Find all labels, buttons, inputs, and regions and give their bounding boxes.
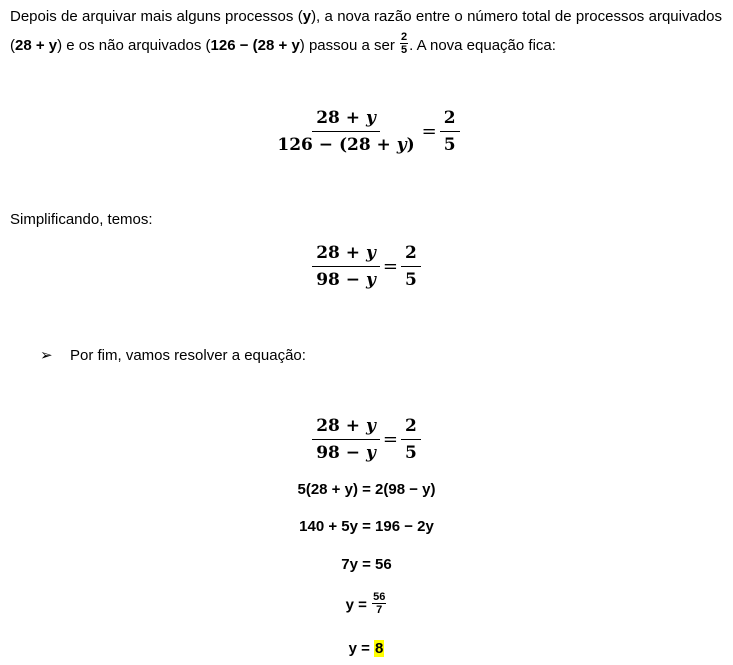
step-expand: 140 + 5y = 196 − 2y [299, 518, 434, 535]
equation-ratio-simplified: $\frac{28 + y}{98 - y}$ = $\frac{2}{5}$ [0, 243, 733, 290]
final-answer: y = 8 [348, 640, 384, 657]
fraction-rhs: $\frac{2}{5}$ [440, 108, 460, 155]
fraction-rhs: $\frac{2}{5}$ [401, 416, 421, 463]
step-collect-terms: 7y = 56 [341, 556, 392, 573]
fraction-56-over-7: $\frac{56}{7}$ [373, 591, 386, 616]
fraction-rhs: $\frac{2}{5}$ [401, 243, 421, 290]
fraction-lhs: $\frac{28 + y}{98 - y}$ [312, 416, 380, 463]
step-cross-multiply: 5(28 + y) = 2(98 − y) [297, 481, 436, 498]
arrow-bullet-icon: ➢ [40, 347, 53, 364]
equation-ratio-original: $\frac{28 + y}{126 - (28 + y)}$ = $\frac{2}{5}$ [0, 108, 733, 155]
bullet-text: Por fim, vamos resolver a equação: [70, 347, 306, 364]
fraction-lhs: $\frac{28 + y}{98 - y}$ [312, 243, 380, 290]
answer-highlight: 8 [375, 640, 384, 657]
inline-fraction-two-fifths: $\frac{2}{5}$ [401, 30, 408, 56]
fraction-lhs: $\frac{28 + y}{126 - (28 + y)}$ [277, 108, 415, 155]
intro-paragraph: Depois de arquivar mais alguns processos (y), a nova razão entre o número total de processos arquivados (28 + y) e os não arquivados (126 − (28 + y) passou a ser $\frac{2}{5}$ . A nova equação fica: [10, 8, 722, 56]
simplify-label: Simplificando, temos: [10, 211, 153, 228]
bullet-item [40, 341, 306, 370]
equation-ratio-solve: $\frac{28 + y}{98 - y}$ = $\frac{2}{5}$ [0, 416, 733, 463]
step-divide: y = $\frac{56}{7}$ [345, 591, 386, 616]
